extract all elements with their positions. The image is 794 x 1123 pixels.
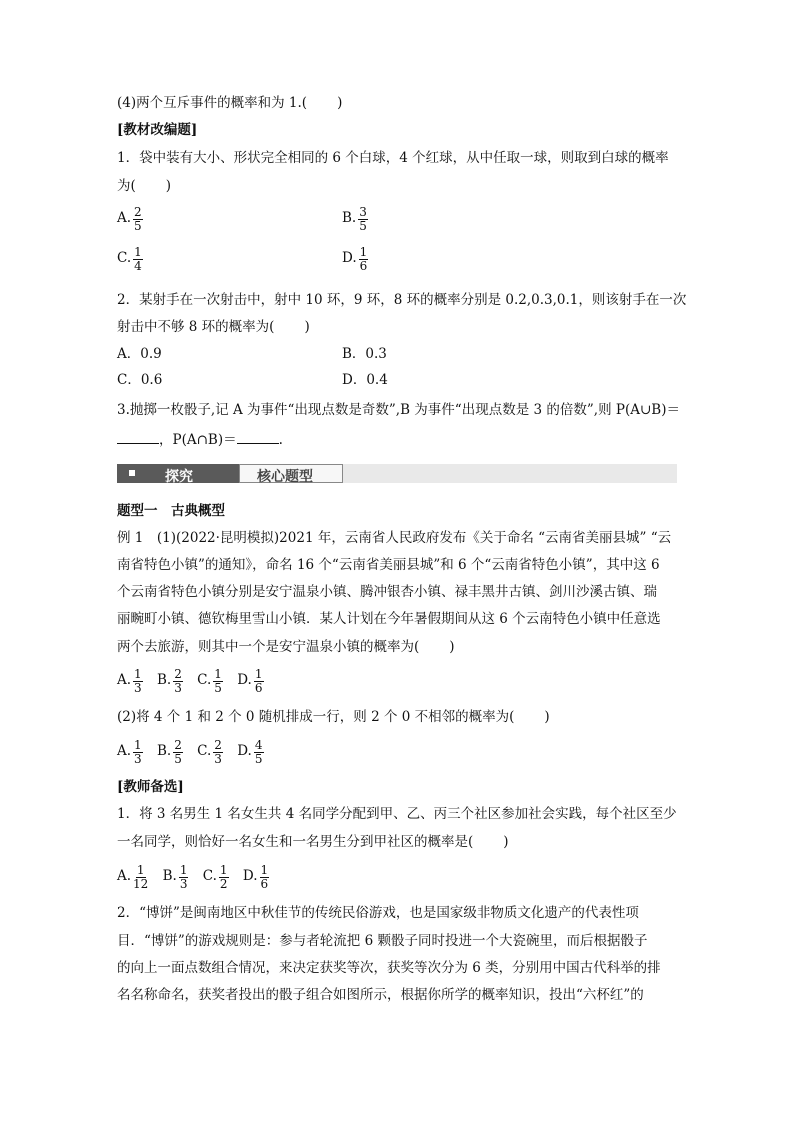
numerator: 2: [174, 738, 182, 752]
denominator: 5: [359, 218, 367, 233]
option-letter: A.: [117, 672, 132, 689]
option-letter: C.: [202, 868, 217, 885]
fraction: [219, 864, 229, 890]
option-letter: D.: [237, 743, 252, 760]
paren-close: ): [544, 709, 550, 725]
example1-part2-text: (2)将 4 个 1 和 2 个 0 随机排成一行，则 2 个 0 不相邻的概率为(: [117, 709, 515, 725]
textbook-header: [教材改编题]: [117, 122, 198, 138]
numerator: 1: [260, 863, 269, 877]
tb-q3-line2-end: .: [278, 432, 283, 448]
example1-line4: 丽畹町小镇、德钦梅里雪山小镇．某人计划在今年暑假期间从这 6 个云南特色小镇中任意选: [117, 611, 661, 627]
option-letter: D.: [237, 672, 252, 689]
option-letter: C.: [197, 743, 212, 760]
numerator: 1: [359, 245, 368, 259]
denominator: 3: [214, 751, 222, 766]
tb-q3-line1: 3.抛掷一枚骰子,记 A 为事件“出现点数是奇数”,B 为事件“出现点数是 3 的倍数”,则 P(A∪B)＝: [117, 402, 680, 418]
type-heading: 题型一 古典概型: [117, 503, 225, 519]
tb-q1-line2: [117, 180, 171, 194]
tb-q2-line2: [117, 321, 310, 335]
numerator: 4: [254, 738, 263, 752]
tb-q2-option-d: D．0.4: [342, 372, 388, 388]
square-bullet-icon: [129, 470, 135, 476]
numerator: 2: [174, 667, 182, 681]
teacher-q1-options: [117, 864, 279, 890]
teacher-header: [教师备选]: [117, 779, 184, 795]
example1-part2-options: [117, 739, 274, 765]
section-banner: [117, 464, 677, 483]
numerator: 1: [136, 863, 145, 877]
numerator: 3: [359, 205, 367, 219]
question-4: [117, 97, 342, 111]
tb-q2-option-c: C．0.6: [117, 372, 163, 388]
teacher-q1-line1: 1．将 3 名男生 1 名女生共 4 名同学分配到甲、乙、丙三个社区参加社会实践，每个社区至少: [117, 806, 677, 822]
paren-close: ): [503, 834, 509, 850]
denominator: 6: [359, 258, 368, 273]
example1-options: [117, 668, 274, 694]
fraction: [358, 206, 368, 232]
denominator: 6: [254, 680, 263, 695]
fraction: [213, 668, 223, 694]
option-letter: D.: [342, 250, 357, 267]
option-letter: B.: [342, 210, 357, 227]
tb-q2-option-a: A．0.9: [117, 346, 162, 362]
paren-close: ): [304, 319, 310, 335]
tb-q2-option-b: B．0.3: [342, 346, 387, 362]
tb-q1-option-c: [117, 246, 153, 272]
denominator: 2: [219, 876, 228, 891]
banner-dark-block: [117, 464, 239, 483]
denominator: 5: [254, 751, 263, 766]
option-letter: B.: [162, 868, 177, 885]
denominator: 4: [134, 258, 142, 273]
teacher-q2-line1: 2．“博饼”是闽南地区中秋佳节的传统民俗游戏，也是国家级非物质文化遗产的代表性项: [117, 905, 639, 921]
paren-close: ): [337, 95, 343, 111]
fraction: [133, 864, 148, 890]
fraction: [254, 739, 264, 765]
example1-line5-text: 两个去旅游，则其中一个是安宁温泉小镇的概率为(: [117, 639, 420, 655]
fraction: [173, 739, 183, 765]
teacher-q1-line2: [117, 836, 509, 850]
fraction: [213, 739, 223, 765]
tb-q1-option-d: [342, 246, 378, 272]
fraction: [260, 864, 270, 890]
numerator: 1: [134, 667, 142, 681]
option-letter: C.: [197, 672, 212, 689]
fraction: [133, 739, 143, 765]
banner-left-label: 探究: [165, 469, 193, 485]
option-letter: D.: [242, 868, 258, 885]
answer-blank: [117, 431, 159, 444]
fraction: [133, 246, 143, 272]
numerator: 1: [254, 667, 263, 681]
fraction: [133, 668, 143, 694]
option-letter: C.: [117, 250, 132, 267]
denominator: 3: [134, 680, 142, 695]
denominator: 5: [134, 218, 142, 233]
example1-part2: [117, 711, 550, 725]
teacher-q2-line4: 名名称命名，获奖者投出的骰子组合如图所示，根据你所学的概率知识，投出“六杯红”的: [117, 987, 644, 1003]
numerator: 1: [134, 245, 142, 259]
numerator: 2: [214, 738, 222, 752]
fraction: [359, 246, 369, 272]
numerator: 1: [214, 667, 222, 681]
tb-q2-line2-text: 射击中不够 8 环的概率为(: [117, 319, 275, 335]
question-4-text: (4)两个互斥事件的概率和为 1.(: [117, 95, 308, 111]
tb-q1-line2-text: 为(: [117, 178, 136, 194]
option-letter: A.: [117, 868, 132, 885]
answer-blank: [237, 431, 279, 444]
tb-q1-option-b: [342, 206, 378, 232]
fraction: [173, 668, 183, 694]
denominator: 5: [214, 680, 222, 695]
fraction: [179, 864, 189, 890]
example1-line1: 例 1 (1)(2022·昆明模拟)2021 年，云南省人民政府发布《关于命名 “云南省美丽县城” “云: [117, 530, 672, 546]
example1-line5: [117, 641, 455, 655]
tb-q1-option-a: [117, 206, 153, 232]
fraction: [254, 668, 264, 694]
tb-q1-line1: 1．袋中装有大小、形状完全相同的 6 个白球，4 个红球，从中任取一球，则取到白球的概率: [117, 150, 669, 166]
tb-q2-line1: 2．某射手在一次射击中，射中 10 环，9 环，8 环的概率分别是 0.2,0.3,0.1，则该射手在一次: [117, 292, 687, 308]
teacher-q1-line2-text: 一名同学，则恰好一名女生和一名男生分到甲社区的概率是(: [117, 834, 474, 850]
example1-line2: 南省特色小镇”的通知》，命名 16 个“云南省美丽县城”和 6 个“云南省特色小镇”，其中这 6: [117, 557, 660, 573]
denominator: 6: [260, 876, 269, 891]
denominator: 3: [174, 680, 182, 695]
option-letter: A.: [117, 743, 132, 760]
example1-line3: 个云南省特色小镇分别是安宁温泉小镇、腾冲银杏小镇、禄丰黑井古镇、剑川沙溪古镇、瑞: [117, 584, 657, 600]
option-letter: B.: [156, 672, 172, 689]
paren-close: ): [165, 178, 172, 194]
numerator: 2: [134, 205, 142, 219]
numerator: 1: [219, 863, 228, 877]
paren-close: ): [449, 639, 455, 655]
option-letter: B.: [156, 743, 172, 760]
tb-q3-line2: [117, 431, 283, 448]
denominator: 3: [179, 876, 188, 891]
numerator: 1: [134, 738, 142, 752]
teacher-q2-line2: 目．“博饼”的游戏规则是：参与者轮流把 6 颗骰子同时投进一个大瓷碗里，而后根据骰子: [117, 933, 648, 949]
teacher-q2-line3: 的向上一面点数组合情况，来决定获奖等次，获奖等次分为 6 类，分别用中国古代科举的排: [117, 960, 661, 976]
fraction: [133, 206, 143, 232]
denominator: 3: [134, 751, 142, 766]
denominator: 12: [133, 876, 149, 891]
banner-right-label: 核心题型: [257, 469, 313, 485]
numerator: 1: [179, 863, 188, 877]
option-letter: A.: [117, 210, 132, 227]
denominator: 5: [174, 751, 182, 766]
tb-q3-line2-mid: ，P(A∩B)＝: [159, 432, 237, 448]
